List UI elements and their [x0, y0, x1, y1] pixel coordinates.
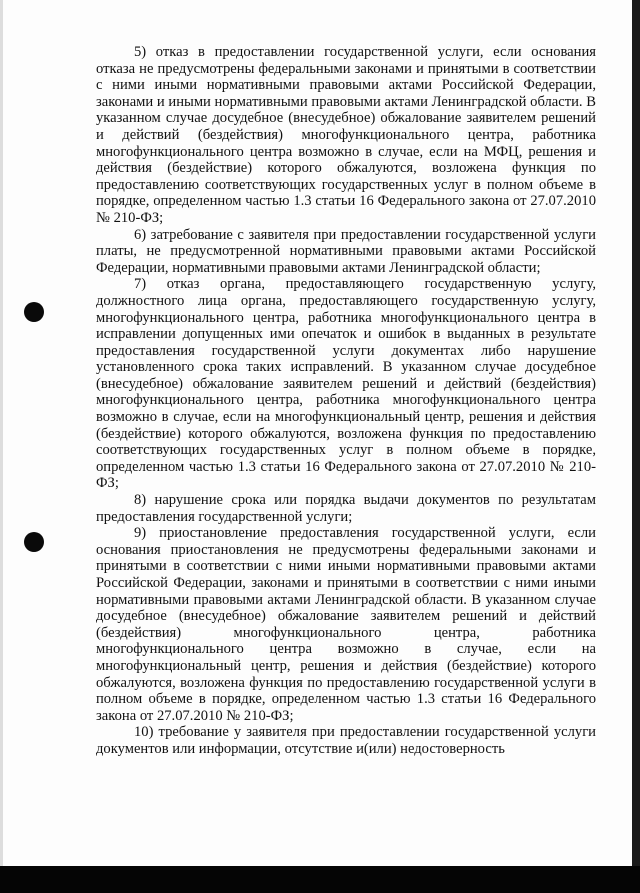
scan-bottom-edge: [0, 866, 640, 893]
scan-left-edge: [0, 0, 3, 893]
paragraph-item-8: 8) нарушение срока или порядка выдачи документов по результатам предоставления государственной услуги;: [96, 492, 596, 525]
paragraph-item-9: 9) приостановление предоставления государственной услуги, если основания приостановления не предусмотрены федеральными законами и принятыми в соответствии с ними иными нормативными правовыми актами Российской Федерации, законами и принятыми в соответствии с ними иными нормативными правовыми актами Ленинградской области. В указанном случае досудебное (внесудебное) обжалование заявителем решений и действий (бездействия) многофункционального центра, работника многофункционального центра возможно в случае, если на многофункциональный центр, решения и действия (бездействие) которого обжалуются, возложена функция по предоставлению государственной услуги в полном объеме в порядке, определенном частью 1.3 статьи 16 Федерального закона от 27.07.2010 № 210-ФЗ;: [96, 525, 596, 724]
scan-right-edge: [632, 0, 640, 893]
punch-hole-bottom: [24, 532, 44, 552]
paragraph-item-7: 7) отказ органа, предоставляющего государственную услугу, должностного лица органа, предоставляющего государственную услугу, многофункционального центра, работника многофункционального центра в исправлении допущенных ими опечаток и ошибок в выданных в результате предоставления государственной услуги документах либо нарушение установленного срока таких исправлений. В указанном случае досудебное (внесудебное) обжалование заявителем решений и действий (бездействия) многофункционального центра, работника многофункционального центра возможно в случае, если на многофункциональный центр, решения и действия (бездействие) которого обжалуются, возложена функция по предоставлению соответствующих государственных услуг в полном объеме в порядке, определенном частью 1.3 статьи 16 Федерального закона от 27.07.2010 № 210-ФЗ;: [96, 276, 596, 492]
paragraph-item-6: 6) затребование с заявителя при предоставлении государственной услуги платы, не предусмотренной нормативными правовыми актами Российской Федерации, нормативными правовыми актами Ленинградской области;: [96, 226, 596, 276]
punch-hole-top: [24, 302, 44, 322]
paragraph-item-10: 10) требование у заявителя при предоставлении государственной услуги документов или информации, отсутствие и(или) недостоверность: [96, 724, 596, 757]
document-body: [96, 44, 596, 758]
paragraph-item-5: 5) отказ в предоставлении государственной услуги, если основания отказа не предусмотрены федеральными законами и принятыми в соответствии с ними иными нормативными правовыми актами Российской Федерации, законами и иными нормативными правовыми актами Ленинградской области. В указанном случае досудебное (внесудебное) обжалование заявителем решений и действий (бездействия) многофункционального центра, работника многофункционального центра возможно в случае, если на МФЦ, решения и действия (бездействие) которого обжалуются, возложена функция по предоставлению соответствующих государственных услуг в полном объеме в порядке, определенном частью 1.3 статьи 16 Федерального закона от 27.07.2010 № 210-ФЗ;: [96, 44, 596, 226]
